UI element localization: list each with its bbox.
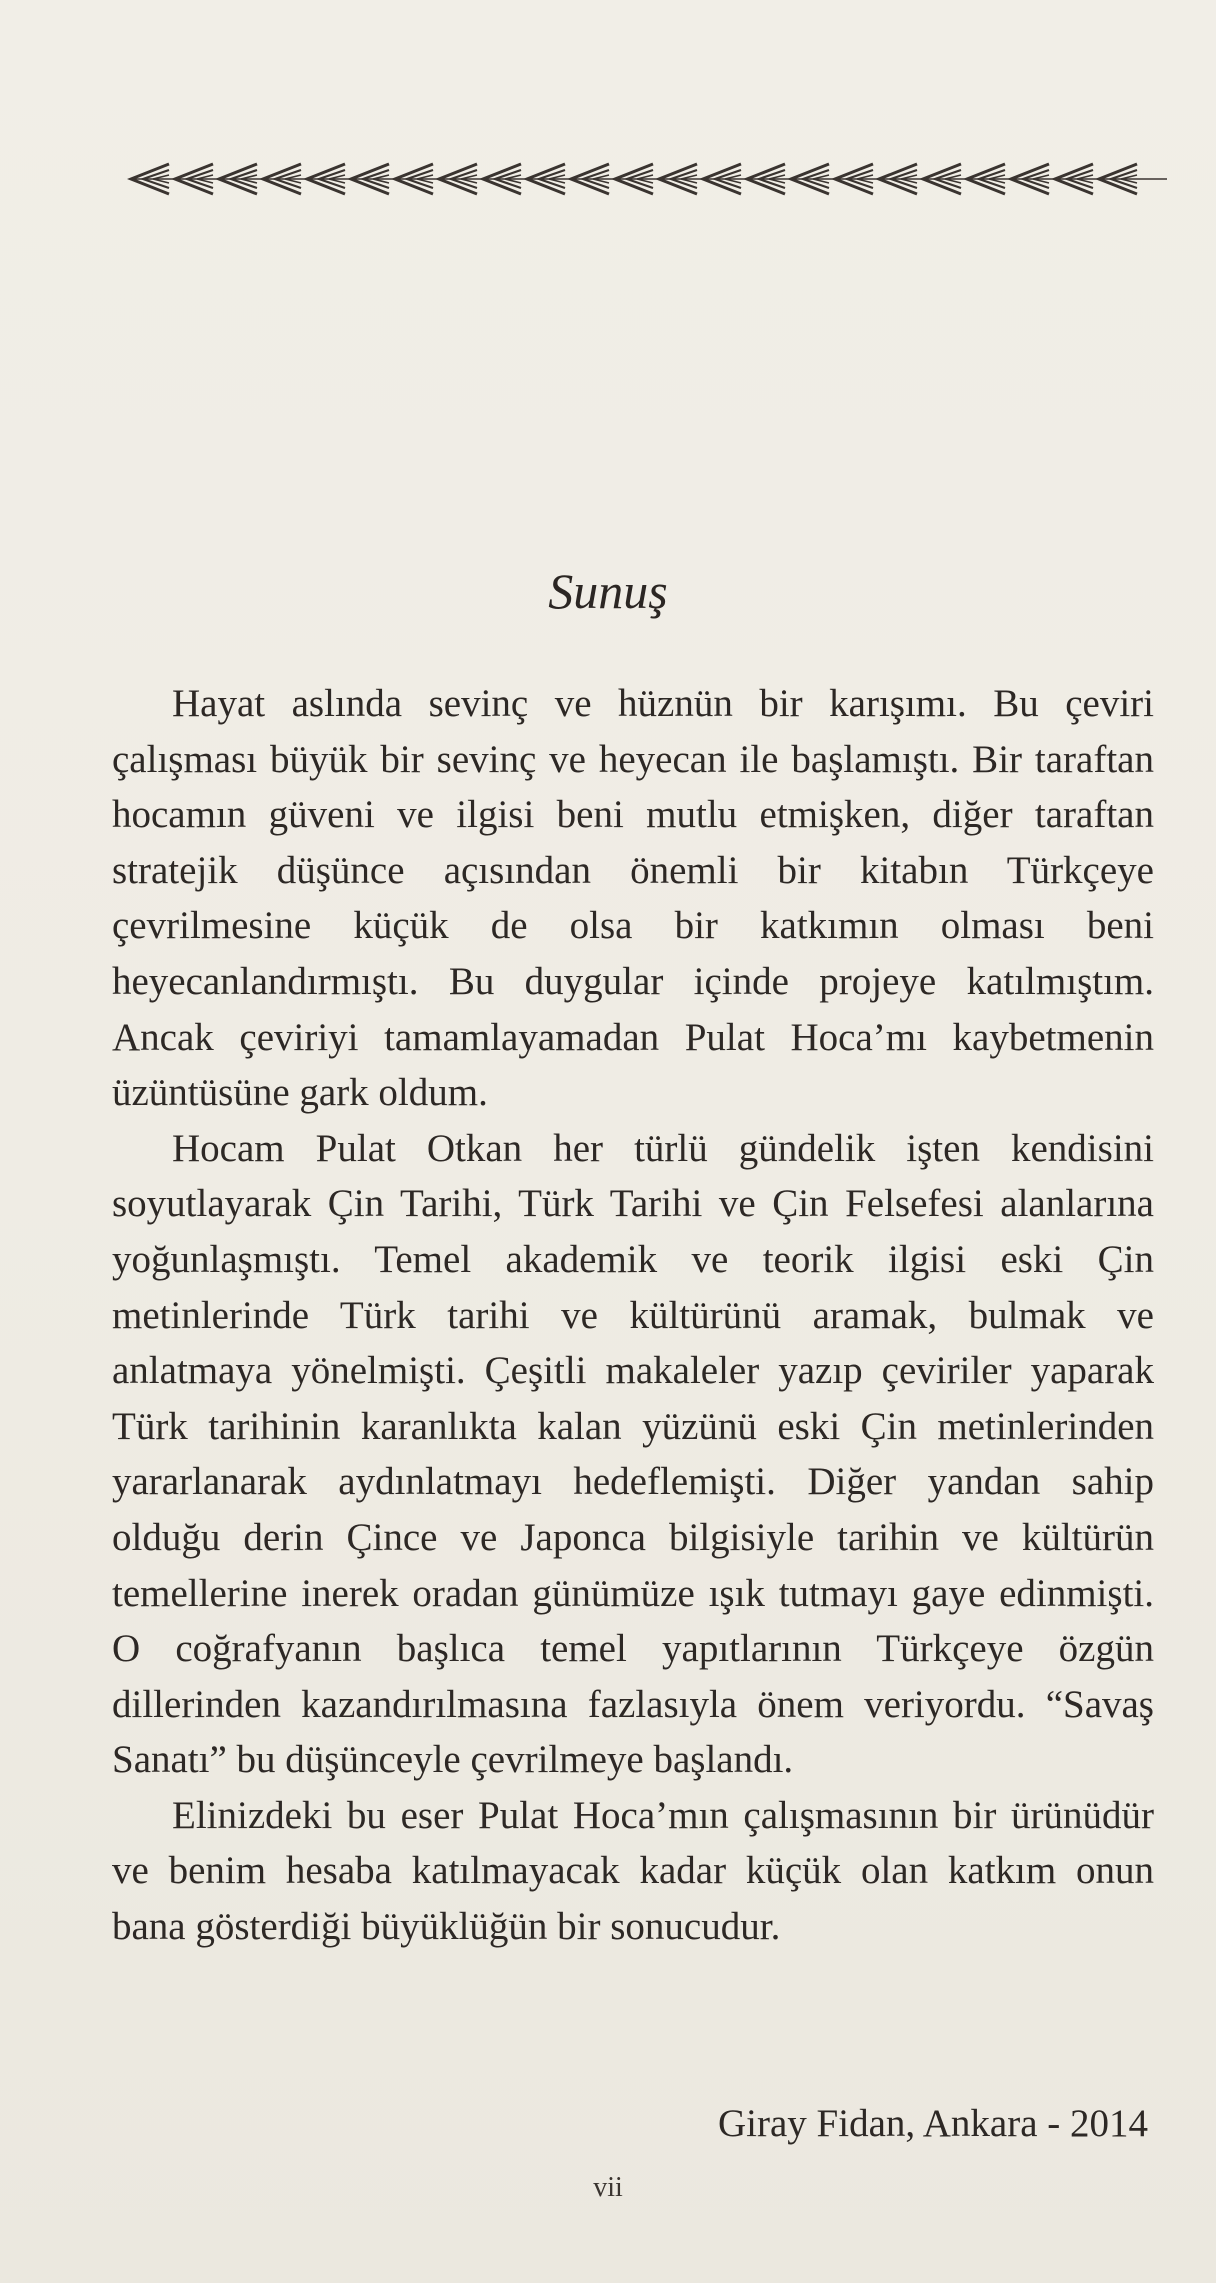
paragraph: Elinizdeki bu eser Pulat Hoca’mın çalışmasının bir ürünüdür ve benim hesaba katılmayacak kadar küçük olan katkım onun bana gösterdiği büyüklüğün bir sonucudur. bbox=[112, 1793, 1154, 1949]
author-signature: Giray Fidan, Ankara - 2014 bbox=[718, 2102, 1148, 2145]
paragraph: Hocam Pulat Otkan her türlü gündelik işten kendisini soyutlayarak Çin Tarihi, Türk Tarihi ve Çin Felsefesi alanlarına yoğunlaşmıştı. Temel akademik ve teorik ilgisi eski Çin metinlerinde Türk tarihi ve kültürünü aramak, bulmak ve anlatmaya yönelmişti. Çeşitli makaleler yazıp çeviriler yaparak Türk tarihinin karanlıkta kalan yüzünü eski Çin metinlerinden yararlanarak aydınlatmayı hedeflemişti. Diğer yandan sahip olduğu derin Çince ve Japonca bilgisiyle tarihin ve kültürün temellerine inerek oradan günümüze ışık tutmayı gaye edinmişti. O coğrafyanın başlıca temel yapıtlarının Türkçeye özgün dillerinden kazandırılmasına fazlasıyla önem veriyordu. “Savaş Sanatı” bu düşünceyle çevrilmeye başlandı. bbox=[112, 1126, 1154, 1782]
chevron-border-ornament-icon bbox=[127, 158, 1171, 200]
page-title: Sunuş bbox=[548, 563, 668, 619]
paragraph: Hayat aslında sevinç ve hüznün bir karışımı. Bu çeviri çalışması büyük bir sevinç ve heyecan ile başlamıştı. Bir taraftan hocamın güveni ve ilgisi beni mutlu etmişken, diğer taraftan stratejik düşünce açısından önemli bir kitabın Türkçeye çevrilmesine küçük de olsa bir katkımın olması beni heyecanlandırmıştı. Bu duygular içinde projeye katılmıştım. Ancak çeviriyi tamamlayamadan Pulat Hoca’mı kaybetmenin üzüntüsüne gark oldum. bbox=[112, 682, 1154, 1115]
page-number: vii bbox=[593, 2172, 623, 2203]
preface-body bbox=[112, 676, 1154, 1955]
